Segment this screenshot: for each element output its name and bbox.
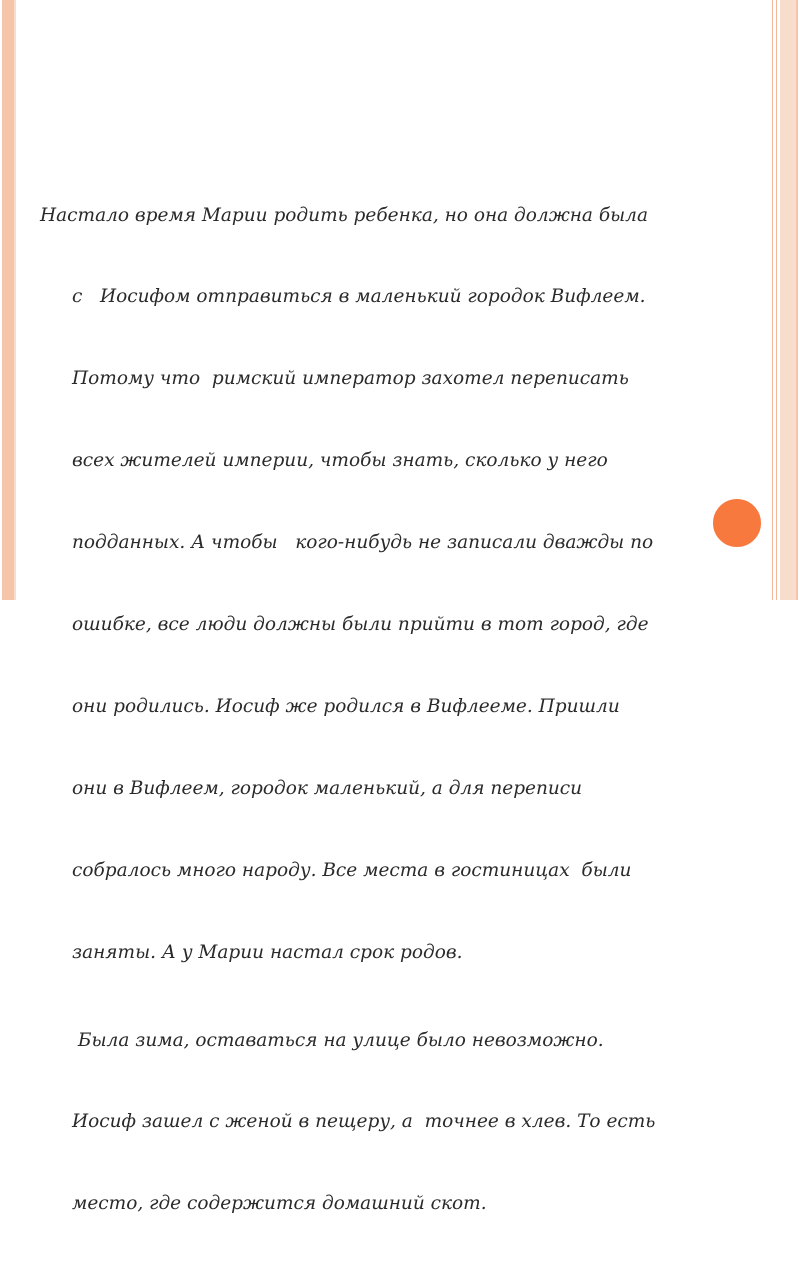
right-frame-line [796, 0, 798, 600]
slide-body-text [40, 147, 700, 1272]
text-line: Была зима, оставаться на улице было невозможно. [72, 1029, 604, 1051]
text-line: собралось много народу. Все места в гостиницах были [72, 859, 632, 881]
text-line: подданных. А чтобы кого-нибудь не записали дважды по [72, 532, 654, 554]
text-line: с Иосифом отправиться в маленький городок Вифлеем. [72, 286, 646, 308]
left-frame-bar [2, 0, 14, 600]
right-frame-line [776, 0, 777, 600]
text-line: всех жителей империи, чтобы знать, сколько у него [72, 450, 608, 472]
orange-circle-icon [712, 498, 762, 548]
text-line: они родились. Иосиф же родился в Вифлееме. Пришли [72, 695, 620, 717]
text-line: ошибке, все люди должны были прийти в тот город, где [72, 614, 649, 636]
text-line: они в Вифлеем, городок маленький, а для переписи [72, 777, 583, 799]
text-line: Иосиф зашел с женой в пещеру, а точнее в хлев. То есть [72, 1111, 656, 1133]
left-frame-line [14, 0, 16, 600]
text-line: Настало время Марии родить ребенка, но она должна была [40, 204, 648, 226]
text-line: место, где содержится домашний скот. [72, 1193, 487, 1215]
right-frame-line [772, 0, 773, 600]
text-line: заняты. А у Марии настал срок родов. [72, 941, 463, 963]
right-frame-bar [780, 0, 796, 600]
text-line: Потому что римский император захотел переписать [72, 368, 629, 390]
